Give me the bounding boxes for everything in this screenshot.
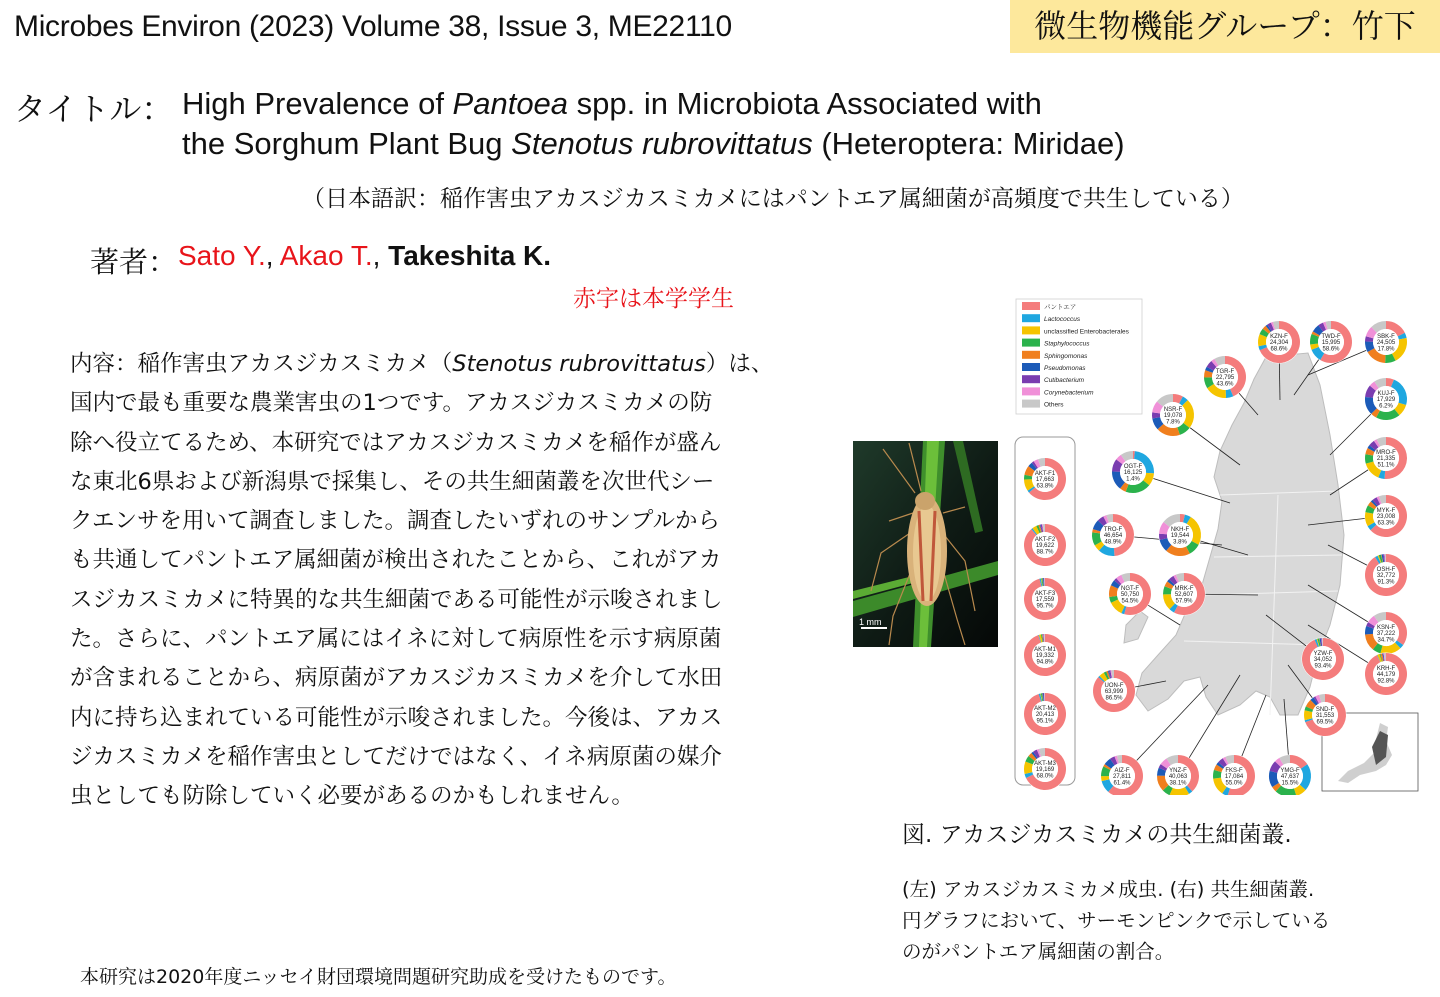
summary-line: 虫としても防除していく必要があるのかもしれません。 bbox=[70, 783, 634, 810]
pantoea-percent-label: 63.3% bbox=[1377, 520, 1395, 527]
pantoea-percent-label: 86.5% bbox=[1105, 695, 1123, 702]
donut-mro-f bbox=[1365, 437, 1408, 480]
donut-osh-f bbox=[1365, 554, 1408, 597]
author-student: Sato Y. bbox=[178, 240, 266, 271]
donut-twd-f bbox=[1310, 321, 1353, 364]
read-count-label: 17,929 bbox=[1376, 397, 1396, 404]
donut-ogt-f bbox=[1112, 451, 1155, 494]
read-count-label: 19,622 bbox=[1035, 543, 1055, 550]
sample-id-label: AIZ-F bbox=[1114, 768, 1130, 774]
pantoea-percent-label: 68.0% bbox=[1036, 773, 1054, 780]
read-count-label: 27,811 bbox=[1113, 774, 1131, 781]
sample-id-label: KUJ-F bbox=[1377, 391, 1395, 397]
sample-id-label: YMG-F bbox=[1280, 768, 1300, 774]
summary-line: クエンサを用いて調査しました。調査したいずれのサンプルから bbox=[70, 508, 721, 535]
donut-mrk-f bbox=[1163, 573, 1206, 616]
pantoea-percent-label: 48.9% bbox=[1104, 539, 1122, 546]
summary-text bbox=[70, 345, 830, 817]
read-count-label: 34,052 bbox=[1313, 657, 1333, 664]
sample-id-label: SND-F bbox=[1315, 707, 1335, 713]
summary-line: 内に持ち込まれている可能性が示唆されました。今後は、アカス bbox=[70, 704, 723, 731]
pantoea-percent-label: 95.7% bbox=[1036, 603, 1054, 610]
pantoea-percent-label: 91.3% bbox=[1377, 579, 1395, 586]
author-student: Akao T. bbox=[279, 240, 373, 271]
pantoea-percent-label: 88.7% bbox=[1036, 549, 1054, 556]
genus-name: Pantoea bbox=[452, 86, 569, 121]
read-count-label: 16,125 bbox=[1123, 470, 1143, 477]
sample-id-label: SBK-F bbox=[1377, 334, 1395, 340]
legend-label: Pseudomonas bbox=[1044, 365, 1086, 372]
sample-id-label: AKT-M3 bbox=[1034, 761, 1056, 767]
author-list bbox=[178, 240, 551, 272]
donut-ngt-f bbox=[1109, 573, 1152, 616]
sample-id-label: AKT-M1 bbox=[1034, 647, 1056, 653]
donut-akt-f3 bbox=[1024, 578, 1067, 621]
read-count-label: 37,222 bbox=[1376, 631, 1396, 638]
legend-swatch bbox=[1022, 375, 1040, 383]
pantoea-percent-label: 3.8% bbox=[1173, 539, 1187, 546]
title-label: タイトル： bbox=[14, 90, 174, 128]
japanese-translation: （日本語訳：稲作害虫アカスジカスミカメにはパントエア属細菌が高頻度で共生している） bbox=[302, 186, 1244, 212]
read-count-label: 15,995 bbox=[1321, 340, 1341, 347]
read-count-label: 17,559 bbox=[1035, 597, 1055, 604]
pantoea-percent-label: 92.8% bbox=[1377, 678, 1395, 685]
figure-description-line: のがパントエア属細菌の割合。 bbox=[902, 940, 1175, 963]
figure-description-line: (左) アカスジカスミカメ成虫. (右) 共生細菌叢. bbox=[902, 878, 1315, 901]
legend-swatch bbox=[1022, 314, 1040, 322]
sample-id-label: OSH-F bbox=[1376, 567, 1396, 573]
read-count-label: 17,663 bbox=[1035, 477, 1055, 484]
sample-id-label: YNZ-F bbox=[1169, 768, 1187, 774]
read-count-label: 23,008 bbox=[1376, 514, 1396, 521]
read-count-label: 19,169 bbox=[1035, 767, 1055, 774]
read-count-label: 50,750 bbox=[1120, 592, 1140, 599]
legend-swatch bbox=[1022, 387, 1040, 395]
sample-id-label: KSN-F bbox=[1377, 625, 1395, 631]
pantoea-percent-label: 69.5% bbox=[1316, 719, 1334, 726]
pantoea-percent-label: 34.7% bbox=[1377, 637, 1395, 644]
pantoea-percent-label: 58.6% bbox=[1322, 346, 1340, 353]
title-line-2 bbox=[182, 126, 1125, 162]
sample-id-label: NSR-F bbox=[1163, 407, 1183, 413]
pantoea-percent-label: 68.6% bbox=[1270, 346, 1288, 353]
insect-photo bbox=[853, 441, 998, 647]
pantoea-percent-label: 93.4% bbox=[1314, 663, 1332, 670]
read-count-label: 47,637 bbox=[1280, 774, 1300, 781]
donut-tgr-f bbox=[1204, 356, 1247, 399]
donut-akt-m1 bbox=[1024, 634, 1067, 677]
student-note: 赤字は本学学生 bbox=[573, 286, 734, 312]
read-count-label: 22,795 bbox=[1215, 375, 1235, 382]
donut-ynz-f bbox=[1157, 755, 1200, 796]
read-count-label: 24,505 bbox=[1376, 340, 1396, 347]
legend-label: unclassified Enterobacterales bbox=[1044, 328, 1129, 336]
author-separator: , bbox=[372, 240, 389, 271]
donut-nsr-f bbox=[1152, 394, 1195, 437]
donut-akt-m3 bbox=[1024, 748, 1067, 791]
pantoea-percent-label: 43.6% bbox=[1216, 381, 1234, 388]
pantoea-percent-label: 61.4% bbox=[1113, 780, 1131, 787]
pantoea-percent-label: 51.1% bbox=[1377, 462, 1395, 469]
sample-id-label: AKT-M2 bbox=[1034, 706, 1056, 712]
read-count-label: 46,654 bbox=[1103, 533, 1123, 540]
pantoea-percent-label: 15.5% bbox=[1281, 780, 1299, 787]
read-count-label: 63,999 bbox=[1104, 689, 1124, 696]
title-text: (Heteroptera: Miridae) bbox=[812, 126, 1125, 161]
pantoea-percent-label: 95.1% bbox=[1036, 718, 1054, 725]
summary-line: た。さらに、パントエア属にはイネに対して病原性を示す病原菌 bbox=[70, 626, 722, 653]
read-count-label: 31,553 bbox=[1315, 713, 1335, 720]
summary-line: 除へ役立てるため、本研究ではアカスジカスミカメを稲作が盛ん bbox=[70, 429, 722, 456]
donut-myk-f bbox=[1365, 495, 1408, 538]
summary-text-part: ）は、 bbox=[705, 351, 774, 377]
summary-line: 国内で最も重要な農業害虫の1つです。アカスジカスミカメの防 bbox=[70, 390, 713, 417]
donut-akt-m2 bbox=[1024, 693, 1067, 736]
sample-id-label: KRH-F bbox=[1376, 666, 1396, 672]
legend-swatch bbox=[1022, 302, 1040, 310]
legend-label: Others bbox=[1044, 401, 1064, 409]
legend-label: Staphylococcus bbox=[1044, 340, 1090, 348]
sample-id-label: TRO-F bbox=[1103, 527, 1123, 533]
title-text: spp. in Microbiota Associated with bbox=[568, 86, 1042, 121]
sample-id-label: AKT-F3 bbox=[1034, 591, 1056, 597]
species-name: Stenotus rubrovittatus bbox=[511, 126, 813, 161]
sample-id-label: YZW-F bbox=[1313, 651, 1333, 657]
funding-note: 本研究は2020年度ニッセイ財団環境問題研究助成を受けたものです。 bbox=[80, 966, 677, 988]
summary-line: が含まれることから、病原菌がアカスジカスミカメを介して水田 bbox=[70, 665, 723, 692]
sample-id-label: FKS-F bbox=[1225, 768, 1243, 774]
sample-id-label: MRO-F bbox=[1376, 450, 1396, 456]
author-separator: , bbox=[265, 240, 280, 271]
donut-fks-f bbox=[1213, 755, 1256, 796]
title-line-1 bbox=[182, 86, 1042, 122]
legend-label: Corynebacterium bbox=[1044, 389, 1094, 397]
read-count-label: 40,063 bbox=[1168, 774, 1188, 781]
donut-akt-f1 bbox=[1024, 458, 1067, 501]
donut-uon-f bbox=[1093, 670, 1136, 713]
sample-id-label: UON-F bbox=[1104, 683, 1124, 689]
microbiota-map-figure bbox=[1008, 295, 1433, 795]
title-text: High Prevalence of bbox=[182, 86, 453, 121]
pantoea-percent-label: 55.0% bbox=[1225, 780, 1243, 787]
summary-line bbox=[70, 345, 830, 384]
donut-ymg-f bbox=[1269, 755, 1312, 796]
donut-tro-f bbox=[1092, 514, 1135, 557]
sample-id-label: AKT-F2 bbox=[1034, 537, 1056, 543]
summary-line: スジカスミカメに特異的な共生細菌である可能性が示唆されまし bbox=[70, 586, 723, 613]
pantoea-percent-label: 57.9% bbox=[1175, 598, 1193, 605]
pantoea-percent-label: 6.2% bbox=[1379, 403, 1393, 410]
legend-swatch bbox=[1022, 326, 1040, 334]
species-name: Stenotus rubrovittatus bbox=[452, 351, 706, 377]
pantoea-percent-label: 38.1% bbox=[1169, 780, 1187, 787]
donut-ksn-f bbox=[1365, 612, 1408, 655]
legend-swatch bbox=[1022, 400, 1040, 408]
donut-akt-f2 bbox=[1024, 524, 1067, 567]
donut-yzw-f bbox=[1302, 638, 1345, 681]
sample-id-label: TWD-F bbox=[1321, 334, 1341, 340]
read-count-label: 17,084 bbox=[1224, 774, 1244, 781]
legend-label: Cutibacterium bbox=[1044, 377, 1085, 385]
read-count-label: 20,413 bbox=[1035, 712, 1055, 719]
citation: Microbes Environ (2023) Volume 38, Issue 3, ME22110 bbox=[14, 10, 732, 43]
sample-id-label: MRK-F bbox=[1174, 586, 1194, 592]
authors-label: 著者： bbox=[90, 245, 178, 279]
pantoea-percent-label: 54.5% bbox=[1121, 598, 1139, 605]
donut-snd-f bbox=[1304, 694, 1347, 737]
sample-id-label: OGT-F bbox=[1123, 464, 1143, 470]
figure-description-line: 円グラフにおいて、サーモンピンクで示している bbox=[902, 909, 1331, 932]
summary-line: ジカスミカメを稲作害虫としてだけではなく、イネ病原菌の媒介 bbox=[70, 743, 722, 770]
map-chart bbox=[1008, 295, 1433, 795]
read-count-label: 52,607 bbox=[1174, 592, 1194, 599]
pantoea-percent-label: 94.8% bbox=[1036, 659, 1054, 666]
sample-id-label: NKH-F bbox=[1170, 527, 1190, 533]
sado-island bbox=[1124, 611, 1148, 643]
pantoea-percent-label: 1.4% bbox=[1126, 476, 1140, 483]
sample-id-label: NGT-F bbox=[1121, 586, 1139, 592]
scale-label: 1 mm bbox=[859, 617, 882, 627]
donut-sbk-f bbox=[1365, 321, 1408, 364]
legend-swatch bbox=[1022, 339, 1040, 347]
read-count-label: 32,772 bbox=[1376, 573, 1396, 580]
legend-label: Lactococcus bbox=[1044, 316, 1081, 324]
summary-line: な東北6県および新潟県で採集し、その共生細菌叢を次世代シー bbox=[70, 468, 715, 495]
read-count-label: 21,335 bbox=[1376, 456, 1396, 463]
pantoea-percent-label: 7.8% bbox=[1166, 419, 1180, 426]
legend-label: パントエア bbox=[1044, 304, 1077, 311]
donut-kzn-f bbox=[1258, 321, 1301, 364]
figure-description bbox=[902, 874, 1330, 967]
donut-kuj-f bbox=[1365, 378, 1408, 421]
group-badge: 微生物機能グループ：竹下 bbox=[1010, 0, 1440, 53]
title-text: the Sorghum Plant Bug bbox=[182, 126, 512, 161]
read-count-label: 44,179 bbox=[1376, 672, 1396, 679]
sample-id-label: AKT-F1 bbox=[1034, 471, 1056, 477]
donut-nkh-f bbox=[1159, 514, 1202, 557]
author-supervisor: Takeshita K. bbox=[388, 240, 552, 271]
sample-id-label: TGR-F bbox=[1215, 369, 1235, 375]
legend-label: Sphingomonas bbox=[1044, 352, 1088, 360]
legend-swatch bbox=[1022, 363, 1040, 371]
read-count-label: 19,078 bbox=[1163, 413, 1183, 420]
summary-line: も共通してパントエア属細菌が検出されたことから、これがアカ bbox=[70, 547, 722, 574]
pantoea-percent-label: 17.8% bbox=[1377, 346, 1395, 353]
pantoea-percent-label: 63.8% bbox=[1036, 483, 1054, 490]
legend-swatch bbox=[1022, 351, 1040, 359]
figure-caption: 図. アカスジカスミカメの共生細菌叢. bbox=[902, 822, 1292, 848]
summary-text-part: 内容：稲作害虫アカスジカスミカメ（ bbox=[70, 351, 453, 377]
sample-id-label: KZN-F bbox=[1270, 334, 1288, 340]
read-count-label: 19,544 bbox=[1170, 533, 1190, 540]
donut-krh-f bbox=[1365, 653, 1408, 696]
read-count-label: 24,304 bbox=[1269, 340, 1289, 347]
sample-id-label: MYK-F bbox=[1376, 508, 1396, 514]
read-count-label: 19,332 bbox=[1035, 653, 1055, 660]
